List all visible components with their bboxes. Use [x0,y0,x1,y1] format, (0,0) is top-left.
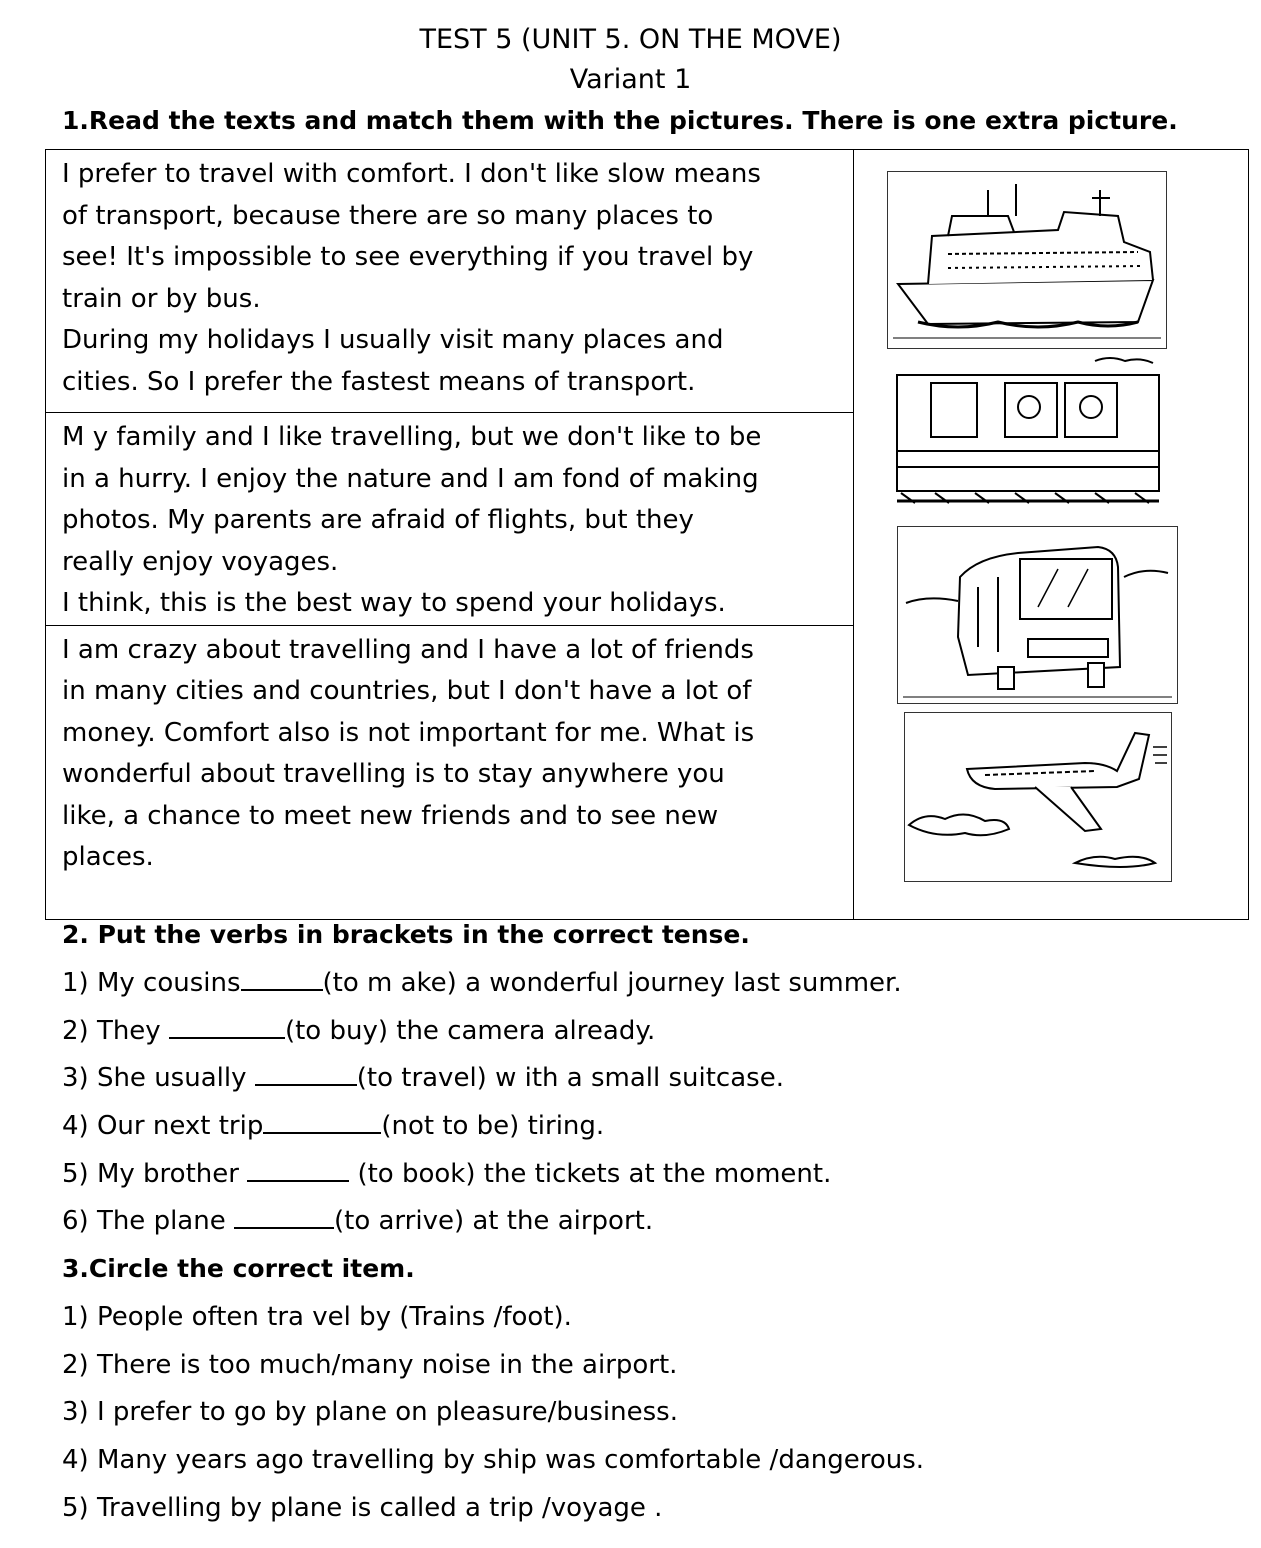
text-1 [46,150,854,413]
list-item [62,1103,902,1151]
ship-icon [888,172,1166,348]
text-line: wonderful about travelling is to stay anywhere you [62,759,725,789]
answer-blank[interactable] [255,1058,357,1086]
ship-picture [887,171,1167,349]
item-text: (to book) the tickets at the moment. [349,1158,832,1189]
item-text: 6) The plane [62,1206,234,1237]
answer-blank[interactable] [247,1154,349,1182]
task3-list [62,1294,924,1532]
task3-heading: 3.Circle the correct item. [62,1254,415,1283]
text-line: I am crazy about travelling and I have a lot of friends [62,634,754,665]
plane-picture [904,712,1172,882]
text-line: really enjoy voyages. [62,546,339,577]
pictures-column [854,150,1249,920]
item-text: 4) Our next trip [62,1111,264,1142]
item-text: 1) My cousins [62,968,241,998]
list-item [62,960,902,1008]
text-line: M y family and I like travelling, but we don't like to be [62,422,762,452]
text-line: of transport, because there are so many places to [62,200,714,231]
bus-picture [897,526,1178,704]
answer-blank[interactable] [263,1106,381,1134]
item-text: (to m ake) a wonderful journey last summer. [322,968,902,998]
plane-icon [905,713,1171,881]
list-item: 1) People often tra vel by (Trains /foot). [62,1302,572,1332]
answer-blank[interactable] [241,963,323,991]
list-item: 3) I prefer to go by plane on pleasure/business. [62,1397,678,1428]
list-item: 5) Travelling by plane is called a trip /voyage . [62,1492,663,1523]
text-line: places. [62,842,154,872]
text-line: I prefer to travel with comfort. I don't like slow means [62,159,761,189]
item-text: (to arrive) at the airport. [333,1206,654,1237]
task2-list [62,960,902,1246]
variant-label: Variant 1 [569,64,692,95]
text-2 [46,413,854,626]
item-text: 3) She usually [62,1063,255,1094]
text-line: I think, this is the best way to spend your holidays. [62,588,726,618]
text-line: photos. My parents are afraid of flights, but they [62,505,694,535]
text-line: in a hurry. I enjoy the nature and I am fond of making [62,463,759,494]
train-icon [895,353,1161,519]
text-line: money. Comfort also is not important for me. What is [62,717,755,748]
item-text: (to buy) the camera already. [284,1015,656,1046]
test-title: TEST 5 (UNIT 5. ON THE MOVE) [419,24,842,55]
list-item: 4) Many years ago travelling by ship was comfortable /dangerous. [62,1445,925,1476]
item-text: (not to be) tiring. [381,1111,605,1142]
list-item [62,1055,902,1103]
answer-blank[interactable] [234,1201,334,1229]
list-item [62,1008,902,1056]
list-item: 2) There is too much/many noise in the airport. [62,1349,678,1380]
matching-table [45,149,1249,920]
item-text: 2) They [62,1015,169,1046]
train-picture [895,353,1161,519]
text-line: train or by bus. [62,283,261,314]
text-line: like, a chance to meet new friends and to see new [62,800,719,831]
text-line: cities. So I prefer the fastest means of transport. [62,366,696,397]
task1-heading: 1.Read the texts and match them with the pictures. There is one extra picture. [62,106,1178,135]
text-3 [46,625,854,919]
list-item [62,1151,902,1199]
text-line: in many cities and countries, but I don't have a lot of [62,676,752,706]
text-line: During my holidays I usually visit many places and [62,325,724,355]
item-text: (to travel) w ith a small suitcase. [356,1063,784,1094]
list-item [62,1198,902,1246]
text-line: see! It's impossible to see everything if you travel by [62,242,754,272]
task2-heading: 2. Put the verbs in brackets in the correct tense. [62,920,750,949]
answer-blank[interactable] [169,1011,285,1039]
bus-icon [898,527,1177,703]
item-text: 5) My brother [62,1158,248,1189]
